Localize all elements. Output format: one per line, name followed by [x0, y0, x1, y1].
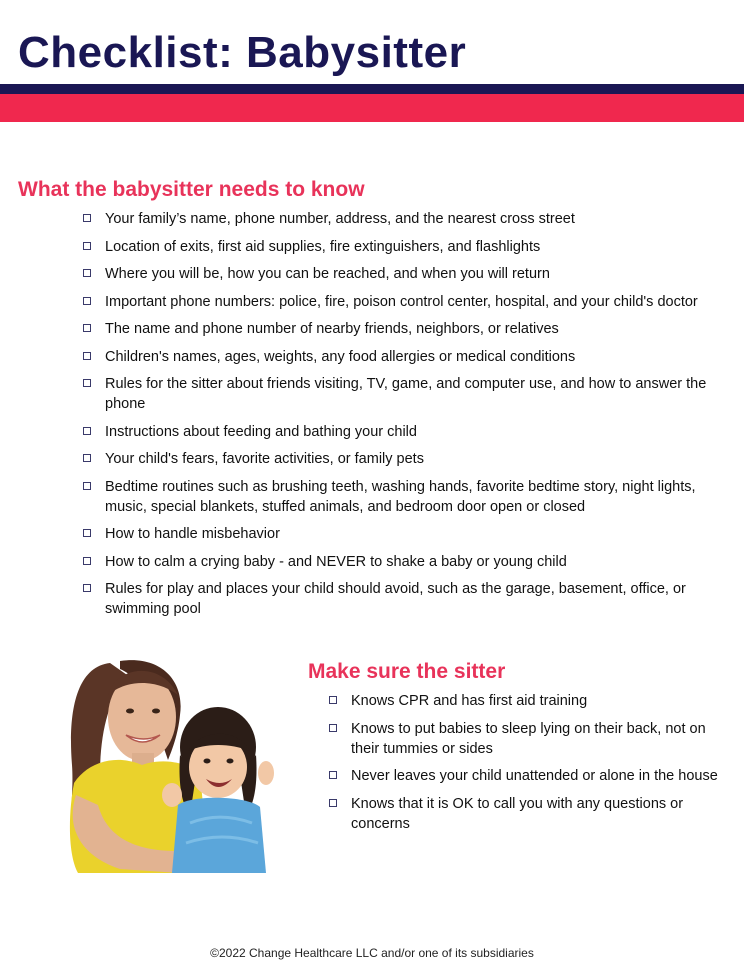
- list-item: Important phone numbers: police, fire, poison control center, hospital, and your child's doctor: [82, 292, 722, 312]
- list-item: Never leaves your child unattended or alone in the house: [328, 766, 728, 786]
- checkbox-icon[interactable]: [83, 454, 91, 462]
- list-item: Location of exits, first aid supplies, fire extinguishers, and flashlights: [82, 237, 722, 257]
- babysitter-with-child-photo: [60, 655, 274, 873]
- page-title: Checklist: Babysitter: [18, 28, 467, 77]
- checkbox-icon[interactable]: [83, 427, 91, 435]
- list-item: Knows that it is OK to call you with any questions or concerns: [328, 794, 728, 834]
- list-item: Instructions about feeding and bathing your child: [82, 422, 722, 442]
- checkbox-icon[interactable]: [83, 269, 91, 277]
- checkbox-icon[interactable]: [329, 799, 337, 807]
- copyright-footer: ©2022 Change Healthcare LLC and/or one of its subsidiaries: [210, 946, 534, 960]
- list-item: Your child's fears, favorite activities, or family pets: [82, 449, 722, 469]
- header-band-red: [0, 94, 744, 122]
- list-item: Children's names, ages, weights, any food allergies or medical conditions: [82, 347, 722, 367]
- section-heading-make-sure: Make sure the sitter: [308, 660, 506, 683]
- list-item: Bedtime routines such as brushing teeth, washing hands, favorite bedtime story, night lights, music, special blankets, stuffed animals, and bedroom door open or closed: [82, 477, 722, 517]
- list-item: Knows CPR and has first aid training: [328, 691, 728, 711]
- checkbox-icon[interactable]: [329, 696, 337, 704]
- checkbox-icon[interactable]: [83, 324, 91, 332]
- list-item: Your family’s name, phone number, address, and the nearest cross street: [82, 209, 722, 229]
- list-item: Rules for the sitter about friends visiting, TV, game, and computer use, and how to answer the phone: [82, 374, 722, 414]
- checkbox-icon[interactable]: [83, 584, 91, 592]
- checkbox-icon[interactable]: [83, 352, 91, 360]
- checkbox-icon[interactable]: [83, 242, 91, 250]
- list-item: How to handle misbehavior: [82, 524, 722, 544]
- checkbox-icon[interactable]: [329, 724, 337, 732]
- section-heading-needs-to-know: What the babysitter needs to know: [18, 178, 365, 201]
- checklist-make-sure: [328, 691, 728, 841]
- checkbox-icon[interactable]: [83, 529, 91, 537]
- checkbox-icon[interactable]: [83, 214, 91, 222]
- checkbox-icon[interactable]: [83, 379, 91, 387]
- list-item: Where you will be, how you can be reached, and when you will return: [82, 264, 722, 284]
- list-item: Rules for play and places your child should avoid, such as the garage, basement, office, or swimming pool: [82, 579, 722, 619]
- checklist-needs-to-know: [82, 209, 722, 627]
- checkbox-icon[interactable]: [83, 557, 91, 565]
- checkbox-icon[interactable]: [83, 482, 91, 490]
- checkbox-icon[interactable]: [329, 771, 337, 779]
- checkbox-icon[interactable]: [83, 297, 91, 305]
- list-item: The name and phone number of nearby friends, neighbors, or relatives: [82, 319, 722, 339]
- list-item: Knows to put babies to sleep lying on their back, not on their tummies or sides: [328, 719, 728, 759]
- list-item: How to calm a crying baby - and NEVER to shake a baby or young child: [82, 552, 722, 572]
- header-band-navy: [0, 84, 744, 94]
